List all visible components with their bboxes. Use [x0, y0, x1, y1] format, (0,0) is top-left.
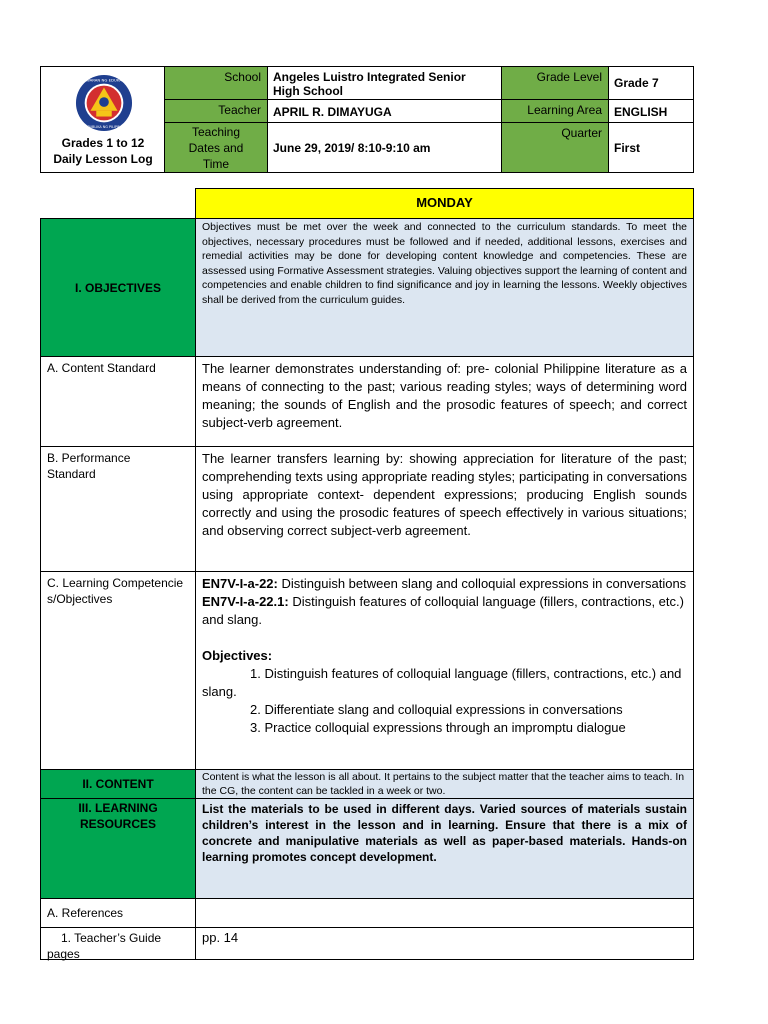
teacher-value: APRIL R. DIMAYUGA	[268, 100, 502, 123]
performance-standard-label: B. Performance Standard	[40, 446, 195, 571]
grade-level-value: Grade 7	[609, 67, 694, 100]
content-row	[40, 769, 694, 798]
objective-2: 2. Differentiate slang and colloquial expressions in conversations	[250, 702, 623, 717]
day-header: MONDAY	[195, 188, 694, 218]
svg-text:REPUBLIKA NG PILIPINAS: REPUBLIKA NG PILIPINAS	[83, 125, 125, 130]
svg-text:KAGAWARAN NG EDUKASYON: KAGAWARAN NG EDUKASYON	[75, 77, 133, 83]
competency-1-code: EN7V-I-a-22:	[202, 576, 278, 591]
objectives-note: Objectives must be met over the week and connected to the curriculum standards. To meet the objectives, necessary procedures must be followed and if needed, additional lessons, exercises and remedial activities may be done for developing content knowledge and competencies. These are assessed using Formative Assessment strategies. Valuing objectives support the learning of content and competencies and enable children to find significance and joy in learning the lessons. Weekly objectives shall be derived from the curriculum guides.	[195, 218, 694, 356]
competency-1-text: Distinguish between slang and colloquial expressions in conversations	[277, 576, 687, 591]
teachers-guide-value: pp. 14	[195, 927, 694, 960]
learning-area-value: ENGLISH	[609, 100, 694, 123]
school-label: School	[165, 67, 268, 100]
teaching-dates-label: Teaching Dates and Time	[165, 123, 268, 173]
references-value	[195, 898, 694, 927]
references-label: A. References	[40, 898, 195, 927]
content-label: II. CONTENT	[40, 769, 195, 798]
teachers-guide-label: 1. Teacher’s Guide pages	[40, 927, 195, 960]
deped-seal-icon	[75, 74, 133, 132]
learning-area-label: Learning Area	[502, 100, 609, 123]
log-title-line2: Daily Lesson Log	[53, 152, 153, 166]
competencies-cell	[195, 571, 694, 769]
competencies-row	[40, 571, 694, 769]
objective-3: 3. Practice colloquial expressions through an impromptu dialogue	[250, 720, 626, 735]
resources-note: List the materials to be used in different days. Varied sources of materials sustain children’s interest in the lesson and in learning. Ensure that there is a mix of concrete and manipulative materials as well as paper-based materials. Hands-on learning promotes concept development.	[195, 798, 694, 898]
content-standard-label: A. Content Standard	[40, 356, 195, 446]
teaching-dates-value: June 29, 2019/ 8:10-9:10 am	[268, 123, 502, 173]
competencies-label: C. Learning Competencies/Objectives	[40, 571, 195, 769]
resources-label: III. LEARNING RESOURCES	[40, 798, 195, 898]
day-header-row	[40, 188, 694, 218]
objectives-heading: Objectives:	[202, 648, 273, 663]
performance-standard-text: The learner transfers learning by: showing appreciation for literature of the past; comprehending texts using appropriate reading styles; participating in conversations using appropriate context- dependent expressions; producing English sounds correctly and using the prosodic features of speech effectively in various situations; and observing correct subject-verb agreement.	[195, 446, 694, 571]
competency-2-code: EN7V-I-a-22.1:	[202, 594, 289, 609]
teacher-label: Teacher	[165, 100, 268, 123]
references-row	[40, 898, 694, 927]
school-value: Angeles Luistro Integrated Senior High School	[268, 67, 502, 100]
quarter-label: Quarter	[502, 123, 609, 173]
resources-row	[40, 798, 694, 898]
performance-standard-row	[40, 446, 694, 571]
quarter-value: First	[609, 123, 694, 173]
content-standard-text: The learner demonstrates understanding of: pre- colonial Philippine literature as a means of connecting to the past; various reading styles; ways of determining word meaning; the sounds of English and the prosodic features of speech; and correct subject-verb agreement.	[195, 356, 694, 446]
objective-1: 1. Distinguish features of colloquial language (fillers, contractions, etc.) and slang.	[202, 666, 682, 699]
grade-level-label: Grade Level	[502, 67, 609, 100]
competency-1	[202, 575, 687, 593]
logo-cell	[41, 67, 165, 173]
log-title	[41, 135, 165, 167]
content-note: Content is what the lesson is all about. It pertains to the subject matter that the teacher aims to teach. In the CG, the content can be tackled in a week or two.	[195, 769, 694, 798]
log-title-line1: Grades 1 to 12	[61, 136, 145, 150]
competency-2	[202, 593, 687, 629]
competency-2-text: Distinguish features of colloquial language (fillers, contractions, etc.) and slang.	[202, 594, 684, 627]
content-standard-row	[40, 356, 694, 446]
teachers-guide-row	[40, 927, 694, 960]
objectives-label: I. OBJECTIVES	[40, 218, 195, 356]
header-table	[40, 66, 694, 173]
objectives-row	[40, 218, 694, 356]
